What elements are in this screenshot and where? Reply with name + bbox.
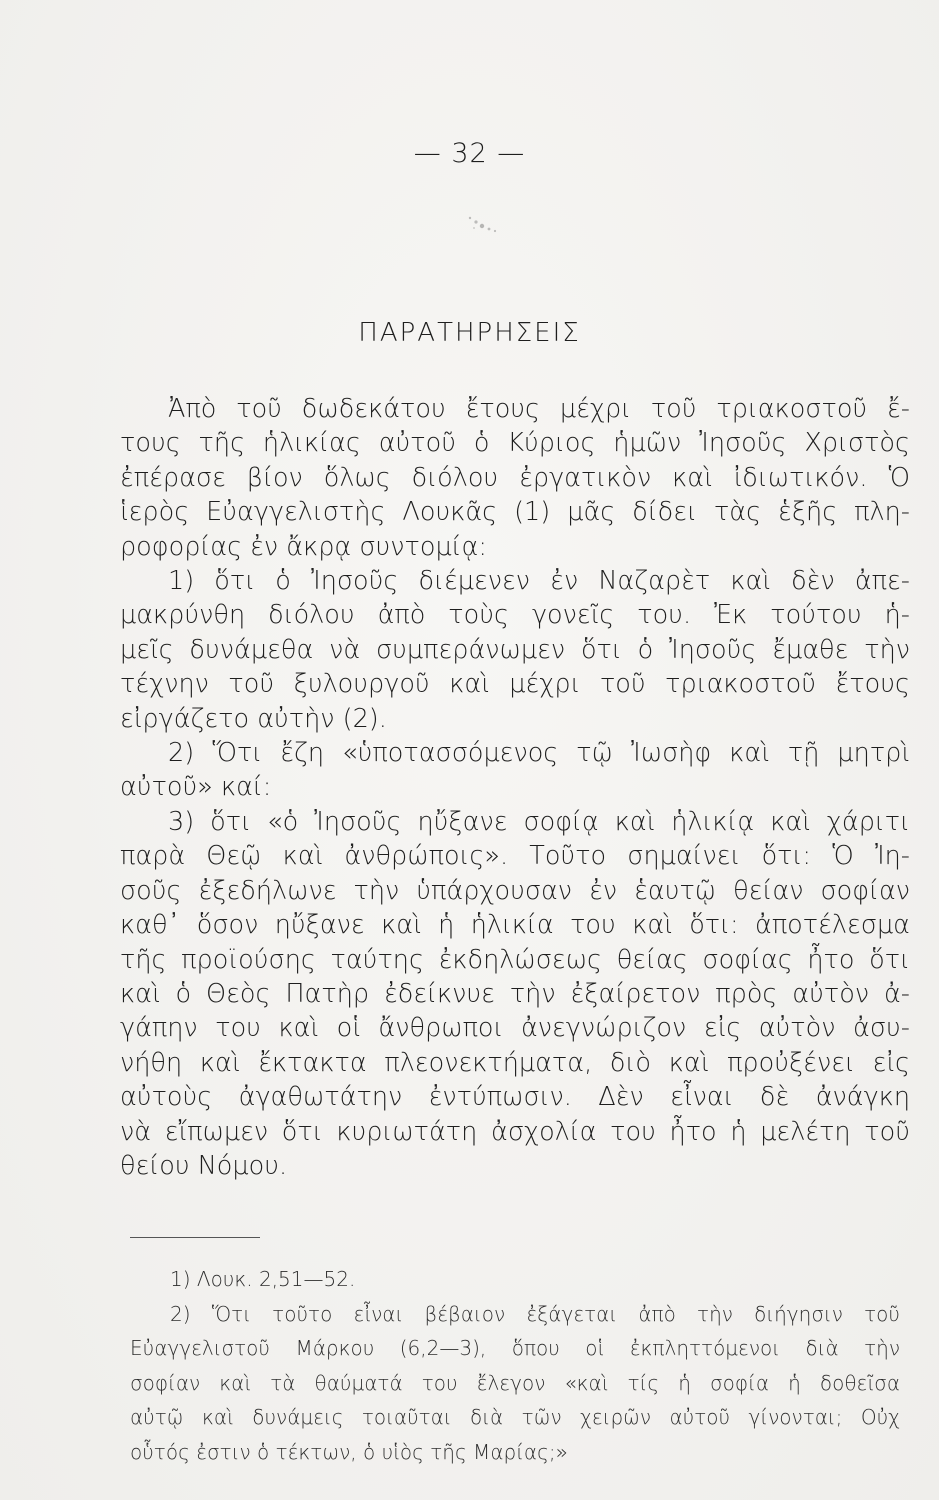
text-line: εἰργάζετο αὐτὴν (2). — [120, 703, 387, 734]
text-line: θείου Νόμου. — [120, 1150, 288, 1181]
text-line: καὶ ὁ Θεὸς Πατὴρ ἐδείκνυε τὴν ἐξαίρετον πρὸς αὐτὸν ἀ- — [120, 978, 910, 1009]
footnotes — [130, 1262, 900, 1470]
footnote-line: 1) Λουκ. 2,51—52. — [170, 1267, 356, 1291]
text-line: νήθη καὶ ἔκτακτα πλεονεκτήματα, διὸ καὶ προὐξένει εἰς — [120, 1047, 910, 1078]
text-line: μακρύνθη διόλου ἀπὸ τοὺς γονεῖς του. Ἐκ τούτου ἡ- — [120, 600, 910, 631]
text-line: 2) Ὅτι ἔζη «ὑποτασσόμενος τῷ Ἰωσὴφ καὶ τῇ μητρὶ — [168, 738, 910, 769]
text-line: 1) ὅτι ὁ Ἰησοῦς διέμενεν ἐν Ναζαρὲτ καὶ δὲν ἀπε- — [168, 566, 910, 597]
text-line: μεῖς δυνάμεθα νὰ συμπεράνωμεν ὅτι ὁ Ἰησοῦς ἔμαθε τὴν — [120, 634, 910, 665]
page-number: — 32 — — [413, 138, 526, 169]
footnote-line: 2) Ὅτι τοῦτο εἶναι βέβαιον ἐξάγεται ἀπὸ τὴν διήγησιν τοῦ — [170, 1301, 900, 1326]
text-line: ἐπέρασε βίον ὅλως διόλου ἐργατικὸν καὶ ἰδιωτικόν. Ὁ — [120, 462, 910, 493]
text-line: παρὰ Θεῷ καὶ ἀνθρώποις». Τοῦτο σημαίνει ὅτι: Ὁ Ἰη- — [120, 841, 910, 872]
main-text — [120, 392, 910, 1183]
text-line: 3) ὅτι «ὁ Ἰησοῦς ηὔξανε σοφίᾳ καὶ ἡλικίᾳ καὶ χάριτι — [168, 806, 910, 837]
ink-speck-mark — [462, 212, 502, 240]
text-line: αὐτοὺς ἀγαθωτάτην ἐντύπωσιν. Δὲν εἶναι δὲ ἀνάγκη — [120, 1082, 910, 1113]
footnote-line: Εὐαγγελιστοῦ Μάρκου (6,2—3), ὅπου οἱ ἐκπληττόμενοι διὰ τὴν — [130, 1336, 900, 1361]
text-line: αὐτοῦ» καί: — [120, 772, 272, 803]
text-line: τέχνην τοῦ ξυλουργοῦ καὶ μέχρι τοῦ τριακοστοῦ ἔτους — [120, 669, 910, 700]
section-heading: ΠΑΡΑΤΗΡΗΣΕΙΣ — [358, 318, 581, 348]
footnote-line: οὗτός ἐστιν ὁ τέκτων, ὁ υἱὸς τῆς Μαρίας;» — [130, 1439, 568, 1464]
text-line: Ἀπὸ τοῦ δωδεκάτου ἔτους μέχρι τοῦ τριακοστοῦ ἔ- — [168, 394, 910, 424]
text-line: σοῦς ἐξεδήλωνε τὴν ὑπάρχουσαν ἐν ἑαυτῷ θείαν σοφίαν — [120, 875, 910, 906]
text-line: ἱερὸς Εὐαγγελιστὴς Λουκᾶς (1) μᾶς δίδει τὰς ἑξῆς πλη- — [120, 497, 910, 528]
footnote-line: σοφίαν καὶ τὰ θαύματά του ἔλεγον «καὶ τίς ἡ σοφία ἡ δοθεῖσα — [130, 1370, 900, 1395]
text-line: τους τῆς ἡλικίας αὐτοῦ ὁ Κύριος ἡμῶν Ἰησοῦς Χριστὸς — [120, 428, 910, 459]
footnote-divider — [130, 1237, 260, 1238]
footnote-line: αὐτῷ καὶ δυνάμεις τοιαῦται διὰ τῶν χειρῶν αὐτοῦ γίνονται; Οὐχ — [130, 1405, 900, 1430]
text-line: ροφορίας ἐν ἄκρᾳ συντομίᾳ: — [120, 531, 487, 562]
text-line: τῆς προϊούσης ταύτης ἐκδηλώσεως θείας σοφίας ἦτο ὅτι — [120, 944, 910, 975]
text-line: γάπην του καὶ οἱ ἄνθρωποι ἀνεγνώριζον εἰς αὐτὸν ἀσυ- — [120, 1013, 910, 1044]
text-line: νὰ εἴπωμεν ὅτι κυριωτάτη ἀσχολία του ἦτο ἡ μελέτη τοῦ — [120, 1116, 910, 1147]
text-line: καθ᾽ ὅσον ηὔξανε καὶ ἡ ἡλικία του καὶ ὅτι: ἀποτέλεσμα — [120, 910, 910, 941]
